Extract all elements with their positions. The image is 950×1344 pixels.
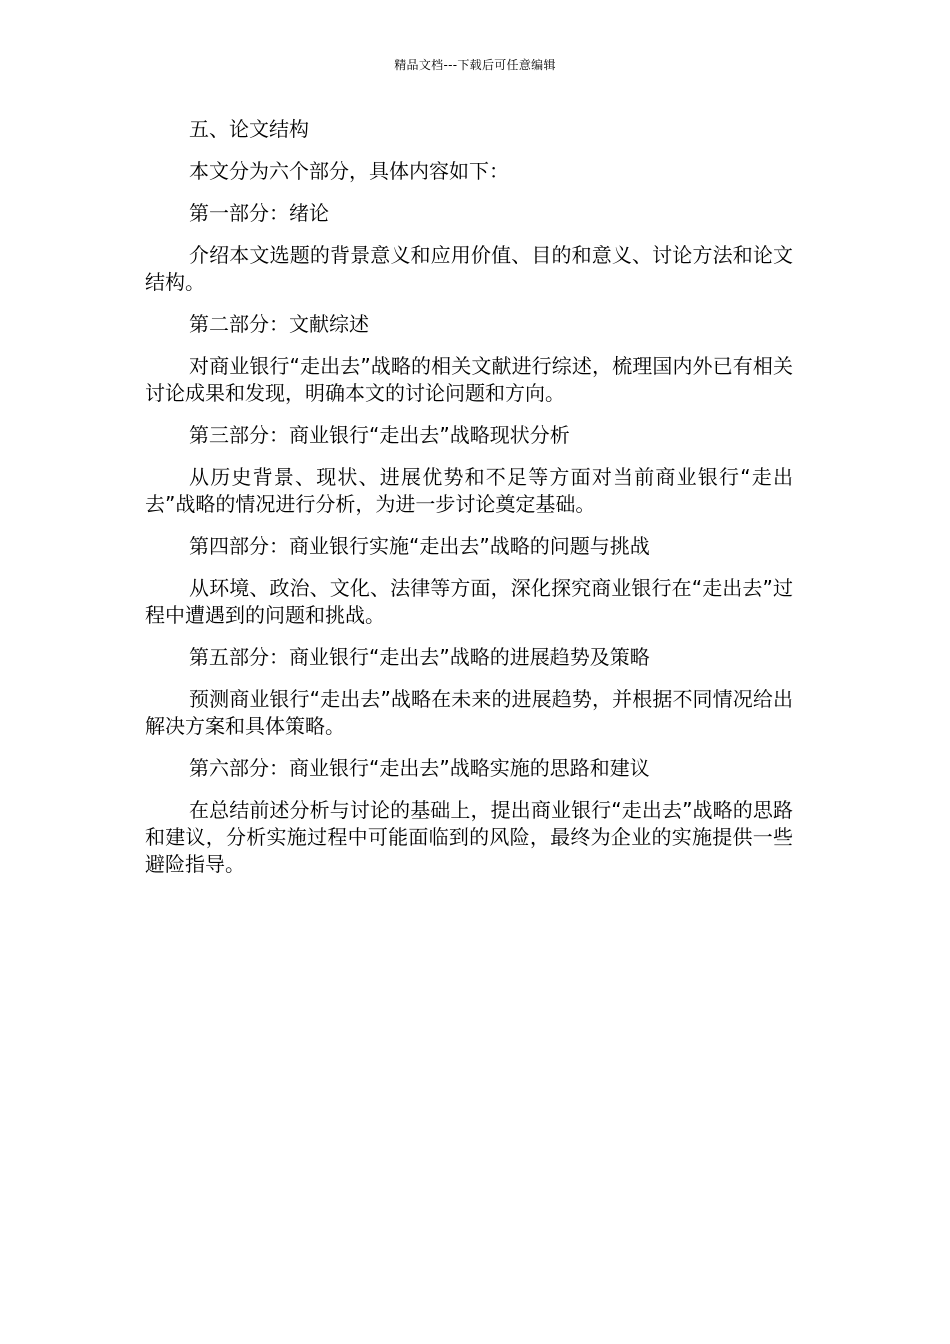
intro-paragraph: 本文分为六个部分，具体内容如下： <box>189 159 509 183</box>
part-3-description: 从历史背景、现状、进展优势和不足等方面对当前商业银行“走出去”战略的情况进行分析，为进一步讨论奠定基础。 <box>145 465 793 516</box>
part-2-heading: 第二部分：文献综述 <box>189 312 369 336</box>
part-5-description: 预测商业银行“走出去”战略在未来的进展趋势，并根据不同情况给出解决方案和具体策略。 <box>145 687 793 738</box>
part-4-heading: 第四部分：商业银行实施“走出去”战略的问题与挑战 <box>189 534 650 558</box>
part-1-heading: 第一部分：绪论 <box>189 201 329 225</box>
part-5-heading: 第五部分：商业银行“走出去”战略的进展趋势及策略 <box>189 645 650 669</box>
page-header: 精品文档---下载后可任意编辑 <box>394 58 556 72</box>
part-6-description: 在总结前述分析与讨论的基础上，提出商业银行“走出去”战略的思路和建议，分析实施过程中可能面临到的风险，最终为企业的实施提供一些避险指导。 <box>145 798 793 876</box>
part-3-heading: 第三部分：商业银行“走出去”战略现状分析 <box>189 423 570 447</box>
document-body <box>145 116 793 893</box>
part-1-description: 介绍本文选题的背景意义和应用价值、目的和意义、讨论方法和论文结构。 <box>145 243 793 294</box>
part-6-heading: 第六部分：商业银行“走出去”战略实施的思路和建议 <box>189 756 650 780</box>
part-2-description: 对商业银行“走出去”战略的相关文献进行综述，梳理国内外已有相关讨论成果和发现，明确本文的讨论问题和方向。 <box>145 354 793 405</box>
section-heading: 五、论文结构 <box>189 117 309 141</box>
part-4-description: 从环境、政治、文化、法律等方面，深化探究商业银行在“走出去”过程中遭遇到的问题和挑战。 <box>145 576 793 627</box>
